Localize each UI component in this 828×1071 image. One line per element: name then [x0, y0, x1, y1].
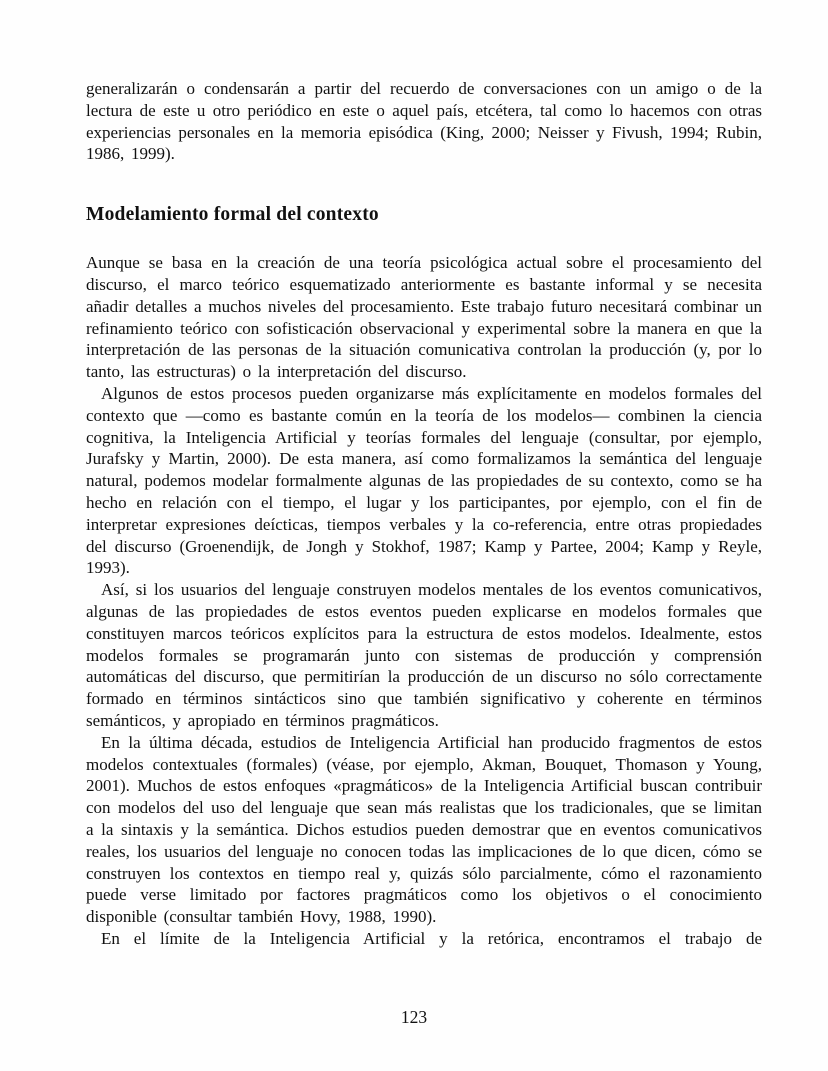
- paragraph: Así, si los usuarios del lenguaje construyen modelos mentales de los eventos comunicativos, algunas de las propiedades de estos eventos pueden explicarse en modelos formales que constituyen marcos teóricos explícitos para la estructura de estos modelos. Idealmente, estos modelos formales se programarán junto con sistemas de producción y comprensión automáticas del discurso, que permitirían la producción de un discurso no sólo correctamente formado en términos sintácticos sino que también significativo y coherente en términos semánticos, y apropiado en términos pragmáticos.: [86, 580, 762, 730]
- paragraph: En la última década, estudios de Inteligencia Artificial han producido fragmentos de estos modelos contextuales (formales) (véase, por ejemplo, Akman, Bouquet, Thomason y Young, 2001). Muchos de estos enfoques «pragmáticos» de la Inteligencia Artificial buscan contribuir con modelos del uso del lenguaje que sean más realistas que los tradicionales, que se limitan a la sintaxis y la semántica. Dichos estudios pueden demostrar que en eventos comunicativos reales, los usuarios del lenguaje no conocen todas las implicaciones de lo que dicen, cómo se construyen los contextos en tiempo real y, quizás sólo parcialmente, cómo el razonamiento puede verse limitado por factores pragmáticos como los objetivos o el conocimiento disponible (consultar también Hovy, 1988, 1990).: [86, 732, 762, 927]
- page-content: [86, 78, 762, 950]
- page-number: 123: [400, 1007, 428, 1027]
- paragraph-continuation: generalizarán o condensarán a partir del recuerdo de conversaciones con un amigo o de la lectura de este u otro periódico en este o aquel país, etcétera, tal como lo hacemos con otras experiencias personales en la memoria episódica (King, 2000; Neisser y Fivush, 1994; Rubin, 1986, 1999).: [86, 79, 762, 164]
- paragraph: Algunos de estos procesos pueden organizarse más explícitamente en modelos formales del contexto que —como es bastante común en la teoría de los modelos— combinen la ciencia cognitiva, la Inteligencia Artificial y teorías formales del lenguaje (consultar, por ejemplo, Jurafsky y Martin, 2000). De esta manera, así como formalizamos la semántica del lenguaje natural, podemos modelar formalmente algunas de las propiedades de su contexto, como se ha hecho en relación con el tiempo, el lugar y los participantes, por ejemplo, con el fin de interpretar expresiones deícticas, tiempos verbales y la co-referencia, entre otras propiedades del discurso (Groenendijk, de Jongh y Stokhof, 1987; Kamp y Partee, 2004; Kamp y Reyle, 1993).: [86, 383, 762, 578]
- paragraph: Aunque se basa en la creación de una teoría psicológica actual sobre el procesamiento del discurso, el marco teórico esquematizado anteriormente es bastante informal y se necesita añadir detalles a muchos niveles del procesamiento. Este trabajo futuro necesitará combinar un refinamiento teórico con sofisticación observacional y experimental sobre la manera en que la interpretación de las personas de la situación comunicativa controlan la producción (y, por lo tanto, las estructuras) o la interpretación del discurso.: [86, 253, 762, 382]
- section-heading: Modelamiento formal del contexto: [86, 204, 379, 226]
- paragraph-incomplete: En el límite de la Inteligencia Artificial y la retórica, encontramos el trabajo de: [101, 928, 762, 948]
